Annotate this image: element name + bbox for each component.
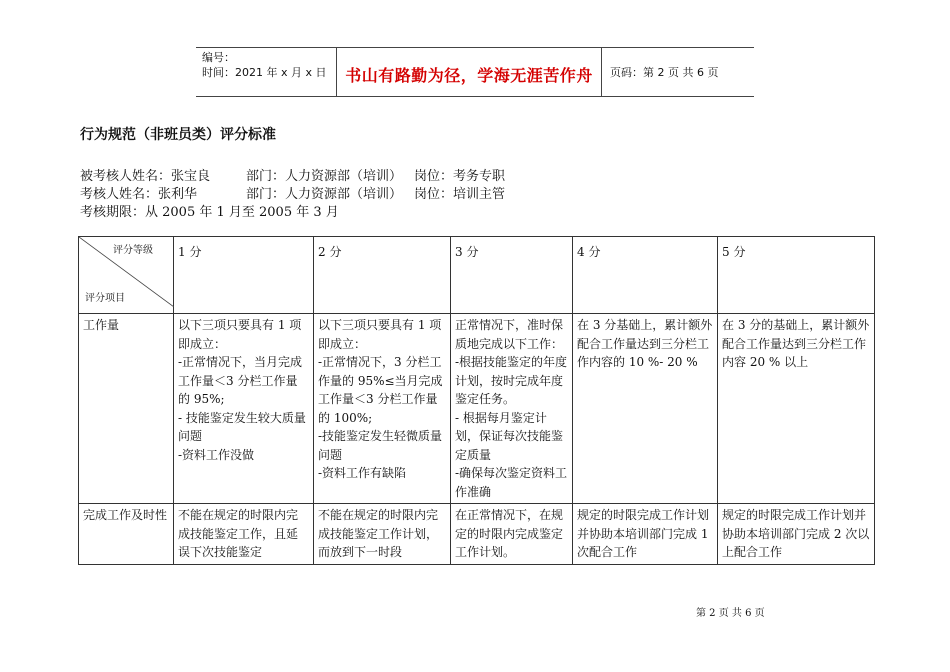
score-item-label: 评分项目 <box>85 292 125 304</box>
table-header-row <box>79 237 875 314</box>
item-cell: 工作量 <box>79 314 174 504</box>
criteria-cell <box>573 314 718 504</box>
criteria-line: -确保每次鉴定资料工作准确 <box>455 466 568 499</box>
assessor-post: 岗位：培训主管 <box>414 187 506 202</box>
assessment-period: 考核期限：从 2005 年 1 月至 2005 年 3 月 <box>80 205 339 220</box>
criteria-line: 规定的时限完成工作计划并协助本培训部门完成 1 次配合工作 <box>577 508 710 559</box>
score-level-label: 评分等级 <box>113 245 153 256</box>
criteria-cell <box>718 504 875 565</box>
scoring-table <box>78 236 875 565</box>
level-header: 3 分 <box>451 237 573 314</box>
assessee-dept: 部门：人力资源部（培训） <box>246 169 403 184</box>
criteria-cell <box>451 314 573 504</box>
criteria-line: - 技能鉴定发生较大质量问题 <box>178 410 306 443</box>
criteria-cell <box>314 314 451 504</box>
criteria-line: -正常情况下，3 分栏工作量的 95%≤当月完成工作量＜3 分栏工作量的 100%; <box>318 355 443 425</box>
criteria-line: 在 3 分的基础上，累计额外配合工作量达到三分栏工作内容 20 % 以上 <box>722 318 870 369</box>
level-header: 5 分 <box>718 237 875 314</box>
table-row <box>79 314 875 504</box>
criteria-line: 在 3 分基础上，累计额外配合工作量达到三分栏工作内容的 10 %- 20 % <box>577 318 713 369</box>
criteria-cell <box>174 504 314 565</box>
page-header <box>196 47 754 97</box>
criteria-line: 以下三项只要具有 1 项即成立： <box>318 318 442 351</box>
table-row <box>79 504 875 565</box>
criteria-line: 不能在规定的时限内完成技能鉴定工作计划，而放到下一时段 <box>318 508 439 559</box>
page-footer: 第 2 页 共 6 页 <box>696 608 765 619</box>
criteria-line: - 根据每月鉴定计划，保证每次技能鉴定质量 <box>455 410 564 462</box>
header-meta-cell <box>196 48 337 96</box>
motto: 书山有路勤为径，学海无涯苦作舟 <box>345 66 593 85</box>
level-header: 1 分 <box>174 237 314 314</box>
criteria-cell <box>314 504 451 565</box>
criteria-line: -资料工作有缺陷 <box>318 466 407 480</box>
criteria-cell <box>573 504 718 565</box>
header-page-cell <box>602 48 754 96</box>
criteria-line: 不能在规定的时限内完成技能鉴定工作，且延误下次技能鉴定 <box>178 508 299 559</box>
header-motto-cell <box>337 48 602 96</box>
criteria-line: -正常情况下，当月完成工作量＜3 分栏工作量的 95%; <box>178 355 303 406</box>
assessor-dept: 部门：人力资源部（培训） <box>246 187 403 202</box>
assessee-name: 被考核人姓名：张宝良 <box>80 169 211 184</box>
number-label: 编号： <box>202 51 235 64</box>
criteria-line: -技能鉴定发生轻微质量问题 <box>318 429 443 462</box>
criteria-line: 规定的时限完成工作计划并协助本培训部门完成 2 次以上配合工作 <box>722 508 870 559</box>
criteria-cell <box>718 314 875 504</box>
time-label: 时间：2021 年 x 月 x 日 <box>202 66 327 79</box>
assessee-post: 岗位：考务专职 <box>414 169 506 184</box>
criteria-cell <box>174 314 314 504</box>
criteria-line: 以下三项只要具有 1 项即成立： <box>178 318 302 351</box>
item-cell: 完成工作及时性 <box>79 504 174 565</box>
criteria-cell <box>451 504 573 565</box>
document-title: 行为规范（非班员类）评分标准 <box>80 127 276 143</box>
assessor-name: 考核人姓名：张利华 <box>80 187 198 202</box>
criteria-line: 在正常情况下，在规定的时限内完成鉴定工作计划。 <box>455 508 564 559</box>
criteria-line: -根据技能鉴定的年度计划，按时完成年度鉴定任务。 <box>455 355 568 406</box>
level-header: 2 分 <box>314 237 451 314</box>
level-header: 4 分 <box>573 237 718 314</box>
criteria-line: 正常情况下，准时保质地完成以下工作： <box>455 318 564 351</box>
page-code: 页码：第 2 页 共 6 页 <box>610 66 719 79</box>
corner-cell <box>79 237 174 314</box>
criteria-line: -资料工作没做 <box>178 447 255 462</box>
